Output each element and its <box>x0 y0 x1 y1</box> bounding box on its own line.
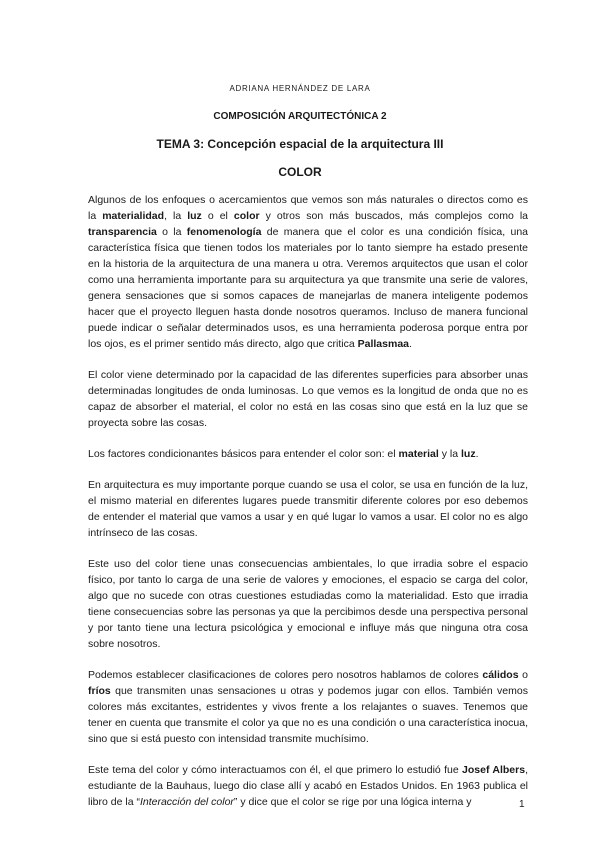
page-number: 1 <box>519 799 525 810</box>
text-run: . <box>475 448 479 460</box>
text-run: , estudiante de la Bauhaus, luego dio clase allí y acabó en Estados Unidos. En 1963 publica el libro de la “ <box>88 764 528 808</box>
text-run: de manera que el color es una condición física, una característica física que tienen todos los materiales por lo tanto siempre ha estado presente en la historia de la arquitectura de una manera u otra. Veremos arquitectos que usan el color como una herramienta importante para su arquitectura ya que transmite una serie de valores, genera sensaciones que si somos capaces de manejarlas de manera inteligente podemos hacer que el proyecto lleguen hasta donde nosotros queramos. Incluso de manera funcional puede indicar o señalar determinados usos, es una herramienta poderosa porque entra por los ojos, es el primer sentido más directo, algo que critica <box>88 226 528 350</box>
bold-term: color <box>233 210 260 222</box>
bold-term: fríos <box>88 685 111 697</box>
text-run: Los factores condicionantes básicos para entender el color son: el <box>88 448 399 460</box>
text-run: Algunos de los enfoques o acercamientos que vemos son más naturales o directos como es la <box>88 194 528 222</box>
text-run: En arquitectura es muy importante porque cuando se usa el color, se usa en función de la luz, el mismo material en diferentes lugares puede transmitir diferente colores por eso debemos de entender el material que vamos a usar y en qué lugar lo vamos a usar. El color no es algo intrínseco de las cosas. <box>88 479 528 539</box>
bold-term: material <box>398 448 439 460</box>
course-title: COMPOSICIÓN ARQUITECTÓNICA 2 <box>213 111 387 122</box>
paragraph <box>88 192 528 352</box>
text-run: , la <box>164 210 188 222</box>
text-run: o la <box>156 226 187 238</box>
paragraph <box>88 556 528 652</box>
bold-term: luz <box>187 210 202 222</box>
topic-title: TEMA 3: Concepción espacial de la arquitectura III <box>156 137 444 151</box>
text-run: Este tema del color y cómo interactuamos con él, el que primero lo estudió fue <box>88 764 463 776</box>
bold-term: luz <box>461 448 476 460</box>
text-run: y la <box>438 448 461 460</box>
italic-title: Interacción del color <box>139 796 234 808</box>
paragraph <box>88 446 528 462</box>
text-run: o el <box>201 210 234 222</box>
paragraph <box>88 667 528 747</box>
bold-term: Josef Albers <box>462 764 526 776</box>
bold-term: cálidos <box>482 669 519 681</box>
text-run: Podemos establecer clasificaciones de colores pero nosotros hablamos de colores <box>88 669 483 681</box>
author-name: ADRIANA HERNÁNDEZ DE LARA <box>229 84 371 93</box>
section-heading: COLOR <box>278 165 322 179</box>
paragraph <box>88 762 528 810</box>
bold-term: Pallasmaa <box>357 338 409 350</box>
text-run: que transmiten unas sensaciones u otras y podemos jugar con ellos. También vemos colores más excitantes, estridentes y vivos frente a los relajantes o suaves. Tenemos que tener en cuenta que transmite el color ya que no es una condición o una característica inocua, sino que si está puesto con intensidad transmite muchísimo. <box>88 685 528 745</box>
paragraph <box>88 477 528 541</box>
document-body <box>88 192 528 825</box>
text-run: ” y dice que el color se rige por una lógica interna y <box>233 796 472 808</box>
text-run: El color viene determinado por la capacidad de las diferentes superficies para absorber unas determinadas longitudes de onda luminosas. Lo que vemos es la longitud de onda que no es capaz de absorber el material, el color no está en las cosas sino que está en la luz que se proyecta sobre las cosas. <box>88 369 528 429</box>
bold-term: transparencia <box>88 226 157 238</box>
text-run: y otros son más buscados, más complejos como la <box>259 210 528 222</box>
text-run: Este uso del color tiene unas consecuencias ambientales, lo que irradia sobre el espacio físico, por tanto lo carga de una serie de valores y emociones, el espacio se carga del color, algo que no sucede con otras cuestiones estudiadas como la materialidad. Esto que irradia tiene consecuencias sobre las personas ya que la percibimos desde una perspectiva personal y por tanto tiene una lectura psicológica y emocional e influye más que ninguna otra cosa sobre nosotros. <box>88 558 528 650</box>
text-run: o <box>518 669 528 681</box>
paragraph <box>88 367 528 431</box>
text-run: . <box>409 338 412 350</box>
bold-term: fenomenología <box>186 226 262 238</box>
bold-term: materialidad <box>102 210 165 222</box>
